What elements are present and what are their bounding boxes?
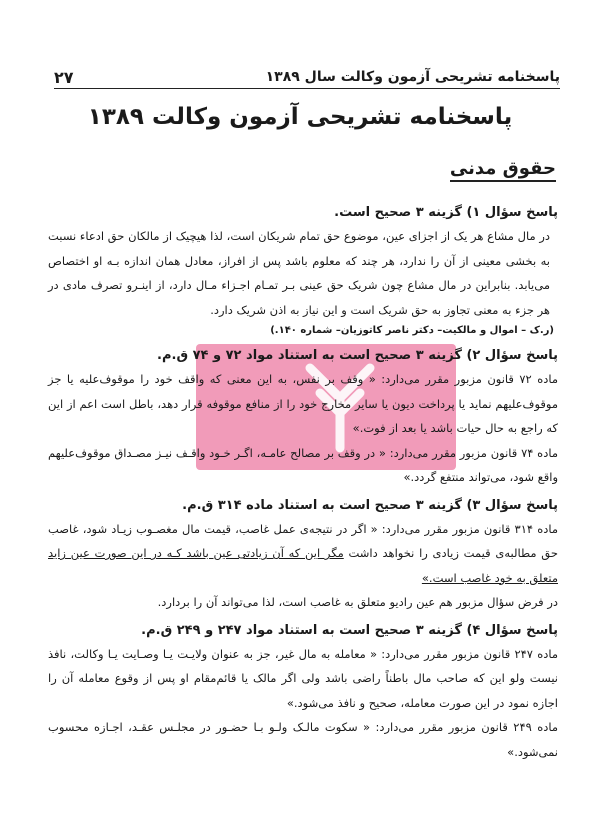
- underlined-text: مگر این که آن زیادتی عین باشد کـه در این صورت عین زاید متعلق به خود غاصب است.»: [48, 546, 558, 585]
- answer-1: [48, 202, 558, 340]
- header-title: پاسخنامه تشریحی آزمون وکالت سال ۱۳۸۹: [265, 69, 560, 85]
- answer-heading: پاسخ سؤال ۲) گزینه ۳ صحیح است به استناد مواد ۷۲ و ۷۴ ق.م.: [157, 348, 558, 363]
- answer-paragraph: در مال مشاع هر یک از اجزای عین، موضوع حق تمام شریکان است، لذا هیچیک از مالکان حق ادعاء نسبت به بخشی معینی از آن را ندارد، هر چند که معلوم باشد پس از افراز، معادل همان اندازه بـه او اختصاص می‌یابد. بنابراین در مال مشاع چون شریک حق عینی بـر تمـام اجـزاء مـال دارد، از اینـرو تصرف مادی در هر جزء به معنی تجاوز به حق شریک است و این نیاز به اذن شریک دارد.: [48, 229, 550, 317]
- section-title: حقوق مدنی: [450, 158, 556, 182]
- running-header: [54, 66, 560, 89]
- answer-heading: پاسخ سؤال ۳) گزینه ۳ صحیح است به استناد ماده ۳۱۴ ق.م.: [182, 497, 558, 513]
- answer-reference: (ر.ک – اموال و مالکیت– دکتر ناصر کاتوزیان– شماره ۱۴۰.): [270, 325, 554, 336]
- answer-3: [48, 495, 558, 615]
- answers-content: [48, 202, 558, 769]
- answer-paragraph: ماده ۲۴۷ قانون مزبور مقرر می‌دارد: « معامله به مال غیر، جز به عنوان ولایـت یـا وصـایت یـا وکالت، نافذ نیست ولو این که صاحب مال باطناً راضی باشد ولی اگر مالک یا قائم‌مقام او پس از وقوع معامله آن را اجازه نمود در این صورت معامله، صحیح و نافذ می‌شود.»: [48, 646, 559, 710]
- document-title: پاسخنامه تشریحی آزمون وکالت ۱۳۸۹: [87, 104, 513, 130]
- answer-heading: پاسخ سؤال ۱) گزینه ۳ صحیح است.: [334, 205, 558, 220]
- answer-4: [48, 620, 558, 765]
- answer-paragraph: [48, 517, 558, 591]
- answer-heading: پاسخ سؤال ۴) گزینه ۳ صحیح است به استناد مواد ۲۴۷ و ۲۴۹ ق.م.: [141, 622, 558, 638]
- answer-text: ماده ۳۱۴ قانون مزبور مقرر می‌دارد: « اگر در نتیجه‌ی عمل غاصب، قیمت مال مغصـوب زیـاد شود، غاصب حق مطالبه‌ی قیمت زیادی را نخواهد داشت: [48, 521, 559, 560]
- answer-paragraph: در فرض سؤال مزبور هم عین رادیو متعلق به غاصب است، لذا می‌تواند آن را بردارد.: [157, 595, 558, 609]
- answer-paragraph: ماده ۷۲ قانون مزبور مقرر می‌دارد: « وقف بر نفس، به این معنی که واقف خود را موقوف‌علیه یا جز موقوف‌علیهم نماید یا پرداخت دیون یا سایر مخارج خود را از منافع موقوفه قرار دهد، باطل است اعم از این که راجع به حال حیات باشد یا بعد از فوت.»: [48, 372, 559, 435]
- answer-paragraph: ماده ۲۴۹ قانون مزبور مقرر می‌دارد: « سکوت مالـک ولـو بـا حضـور در مجلـس عقـد، اجـازه محسوب نمی‌شود.»: [48, 720, 559, 759]
- answer-2: [48, 345, 558, 490]
- page-number: ۲۷: [54, 67, 74, 87]
- answer-paragraph: ماده ۷۴ قانون مزبور مقرر می‌دارد: « در وقف بر مصالح عامـه، اگـر خـود واقـف نیـز مصـداق موقوف‌علیهم واقع شود، می‌تواند منتفع گردد.»: [48, 445, 558, 484]
